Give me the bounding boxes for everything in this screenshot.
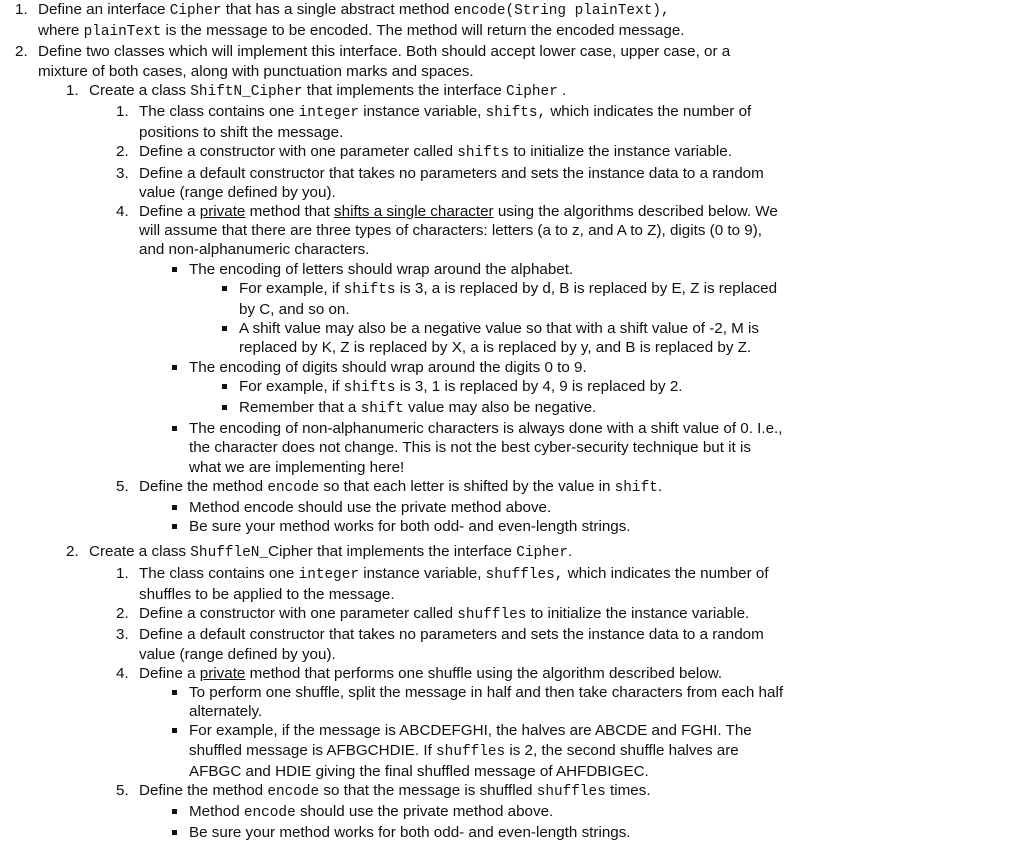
encode-note-private: Method encode should use the private method above. [189, 802, 784, 823]
item-number: 2. [15, 43, 28, 61]
step-default-constructor: 3. Define a default constructor that takes no parameters and sets the instance data to a random value (range defined by you). [116, 626, 764, 663]
item-number: 1. [15, 1, 28, 18]
example-letters: For example, if shifts is 3, a is replaced by d, B is replaced by E, Z is replaced by C, and so on. [239, 279, 784, 319]
step-private-method: 4. Define a private method that shifts a single character using the algorithms described below. We will assume that there are three types of characters: letters (a to z, and A to Z), digits (0 to 9), and non-alphanumeric characters. The encoding of letters should wrap around the alphabet. For example, if shifts is 3, a is replaced by d, B is replaced by E, Z is replaced by C, and so on. A shift value may also be a negative value so that with a shift value of -2, M is replaced by K, Z is replaced by X, a is replaced by y, and B is replaced by Z. The encoding of digits should wrap around the digits 0 to 9. For example, if shifts is 3, 1 is replaced by 4, 9 is replaced by 2. Remember that a shift value may also be negative. The encoding of non-alphanumeric characters is always done with a shift value of 0. I.e., the character does not change. This is not the best cyber-security technique but it is what we are implementing here! [139, 202, 784, 477]
code-shiftn-cipher: ShiftN_Cipher [190, 83, 303, 100]
step-constructor: 2. Define a constructor with one parameter called shuffles to initialize the instance variable. [116, 605, 750, 624]
code-cipher: Cipher [516, 545, 569, 562]
step-default-constructor: 3. Define a default constructor that takes no parameters and sets the instance data to a random value (range defined by you). [116, 164, 764, 201]
list-item-interface: 1. Define an interface Cipher that has a single abstract method encode(String plainText), where plainText is the message to be encoded. The method will return the encoded message. [15, 1, 685, 41]
list-item-shufflen-cipher: 2. Create a class ShuffleN_Cipher that implements the interface Cipher. 1. The class contains one integer instance variable, shuffles, which indicates the number of shuffles to be applied to the message. 2. Define a constructor with one parameter called shuffles to initialize the instance variable. 3. Define a default constructor that takes no parameters and sets the instance data to a random value (range defined by you). 4. Define a private method that performs one shuffle using the algorithm described below. To perform one shuffle, split the message in half and then take characters from each half alternately. For example, if the message is ABCDEFGHI, the halves are ABCDE and FGHI. The shuffled message is AFBGCHDIE. If shuffles is 2, the second shuffle halves are AFBGC and HDIE giving the final shuffled message of AHFDBIGEC. 5. Define the method encode so that the message is shuffled shuffles times. Method encode should use the private method above. Be sure your method works for both odd- and even-length strings. [89, 542, 984, 842]
step-private-method: 4. Define a private method that performs one shuffle using the algorithm described below. To perform one shuffle, split the message in half and then take characters from each half alternately. For example, if the message is ABCDEFGHI, the halves are ABCDE and FGHI. The shuffled message is AFBGCHDIE. If shuffles is 2, the second shuffle halves are AFBGC and HDIE giving the final shuffled message of AHFDBIGEC. [116, 664, 784, 780]
item-number: 1. [66, 81, 79, 99]
shift-rules [0, 260, 784, 477]
encode-note-private: Method encode should use the private method above. [189, 498, 784, 517]
step-constructor: 2. Define a constructor with one parameter called shifts to initialize the instance variable. [116, 143, 732, 162]
rule-digits: The encoding of digits should wrap around the digits 0 to 9. For example, if shifts is 3, 1 is replaced by 4, 9 is replaced by 2. Remember that a shift value may also be negative. [189, 358, 784, 420]
encode-note-length: Be sure your method works for both odd- and even-length strings. [189, 517, 784, 536]
list-item-classes: 2. Define two classes which will implement this interface. Both should accept lower case, upper case, or a mixture of both cases, along with punctuation marks and spaces. 1. Create a class ShiftN_Cipher that implements the interface Cipher . 1. The class contains one integer instance variable, shifts, which indicates the number of positions to shift the message. 2. Define a constructor with one parameter called shifts to initialize the instance variable. 3. Define a default constructor that takes no parameters and sets the instance data to a random value (range defined by you). 4. Define a private method that shifts a single character using the algorithms described below. We will assume that there are three types of characters: letters (a to z, and A to Z), digits (0 to 9), and non-alphanumeric characters. The encoding of letters should wrap around the alphabet. For example, if shifts is 3, a is replaced by d, B is replaced by E, Z is replaced by C, and so on. A shift value may also be a negative value so that with a shift value of -2, M is replaced by K, Z is replaced by X, a is replaced by y, and B is replaced by Z. The encoding of digits should wrap around the digits 0 to 9. For example, if shifts is 3, 1 is replaced by 4, 9 is replaced by 2. Remember that a shift value may also be negative. The encoding of non-alphanumeric characters is always done with a shift value of 0. I.e., the character does not change. This is not the best cyber-security technique but it is what we are implementing here! 5. Define the method encode so that each letter is shifted by the value in shift. Method encode should use the private method above. Be sure your method works for both odd- and even-length strings. 2. Create a class ShuffleN_Cipher that implements the interface Cipher. 1. The class contains one integer instance variable, shuffles, which indicates the number of shuffles to be applied to the message. 2. Define a constructor with one parameter called shuffles to initialize the instance variable. 3. Define a default constructor that takes no parameters and sets the instance data to a random value (range defined by you). 4. Define a private method that performs one shuffle using the algorithm described below. To perform one shuffle, split the message in half and then take characters from each half alternately. For example, if the message is ABCDEFGHI, the halves are ABCDE and FGHI. The shuffled message is AFBGCHDIE. If shuffles is 2, the second shuffle halves are AFBGC and HDIE giving the final shuffled message of AHFDBIGEC. 5. Define the method encode so that the message is shuffled shuffles times. Method encode should use the private method above. Be sure your method works for both odd- and even-length strings. [38, 42, 984, 842]
rule-non-alphanumeric: The encoding of non-alphanumeric characters is always done with a shift value of 0. I.e., the character does not change. This is not the best cyber-security technique but it is what we are implementing here! [189, 420, 783, 476]
code-shufflen: ShuffleN_ [190, 545, 269, 562]
item-number: 2. [66, 543, 79, 561]
code-cipher: Cipher [169, 3, 222, 19]
shuffle-rule: To perform one shuffle, split the message in half and then take characters from each half alternately. [189, 683, 784, 721]
list-item-shiftn-cipher: 1. Create a class ShiftN_Cipher that implements the interface Cipher . 1. The class contains one integer instance variable, shifts, which indicates the number of positions to shift the message. 2. Define a constructor with one parameter called shifts to initialize the instance variable. 3. Define a default constructor that takes no parameters and sets the instance data to a random value (range defined by you). 4. Define a private method that shifts a single character using the algorithms described below. We will assume that there are three types of characters: letters (a to z, and A to Z), digits (0 to 9), and non-alphanumeric characters. The encoding of letters should wrap around the alphabet. For example, if shifts is 3, a is replaced by d, B is replaced by E, Z is replaced by C, and so on. A shift value may also be a negative value so that with a shift value of -2, M is replaced by K, Z is replaced by X, a is replaced by y, and B is replaced by Z. The encoding of digits should wrap around the digits 0 to 9. For example, if shifts is 3, 1 is replaced by 4, 9 is replaced by 2. Remember that a shift value may also be negative. The encoding of non-alphanumeric characters is always done with a shift value of 0. I.e., the character does not change. This is not the best cyber-security technique but it is what we are implementing here! 5. Define the method encode so that each letter is shifted by the value in shift. Method encode should use the private method above. Be sure your method works for both odd- and even-length strings. [89, 81, 984, 537]
code-plaintext: plainText [83, 24, 162, 41]
shuffle-example: For example, if the message is ABCDEFGHI, the halves are ABCDE and FGHI. The shuffled message is AFBGCHDIE. If shuffles is 2, the second shuffle halves are AFBGC and HDIE giving the final shuffled message of AHFDBIGEC. [189, 721, 784, 781]
rule-letters: The encoding of letters should wrap around the alphabet. For example, if shifts is 3, a is replaced by d, B is replaced by E, Z is replaced by C, and so on. A shift value may also be a negative value so that with a shift value of -2, M is replaced by K, Z is replaced by X, a is replaced by y, and B is replaced by Z. [189, 260, 784, 358]
encode-note-length: Be sure your method works for both odd- and even-length strings. [189, 823, 784, 842]
shiftn-steps [0, 102, 984, 536]
code-encode-signature: encode(String plainText), [453, 3, 670, 19]
example-negative-shift: A shift value may also be a negative value so that with a shift value of -2, M is replaced by K, Z is replaced by X, a is replaced by y, and B is replaced by Z. [239, 319, 784, 357]
example-negative-digits: Remember that a shift value may also be negative. [239, 398, 784, 419]
code-cipher: Cipher [506, 83, 558, 100]
shufflen-steps [0, 564, 984, 843]
step-encode-method: 5. Define the method encode so that each letter is shifted by the value in shift. Method encode should use the private method above. Be sure your method works for both odd- and even-length strings. [139, 477, 784, 537]
step-encode-method: 5. Define the method encode so that the message is shuffled shuffles times. Method encode should use the private method above. Be sure your method works for both odd- and even-length strings. [139, 781, 784, 843]
step-instance-variable: 1. The class contains one integer instance variable, shifts, which indicates the number of positions to shift the message. [116, 103, 752, 142]
step-instance-variable: 1. The class contains one integer instance variable, shuffles, which indicates the number of shuffles to be applied to the message. [116, 564, 769, 603]
class-list [0, 81, 984, 843]
example-digits: For example, if shifts is 3, 1 is replaced by 4, 9 is replaced by 2. [239, 377, 784, 398]
